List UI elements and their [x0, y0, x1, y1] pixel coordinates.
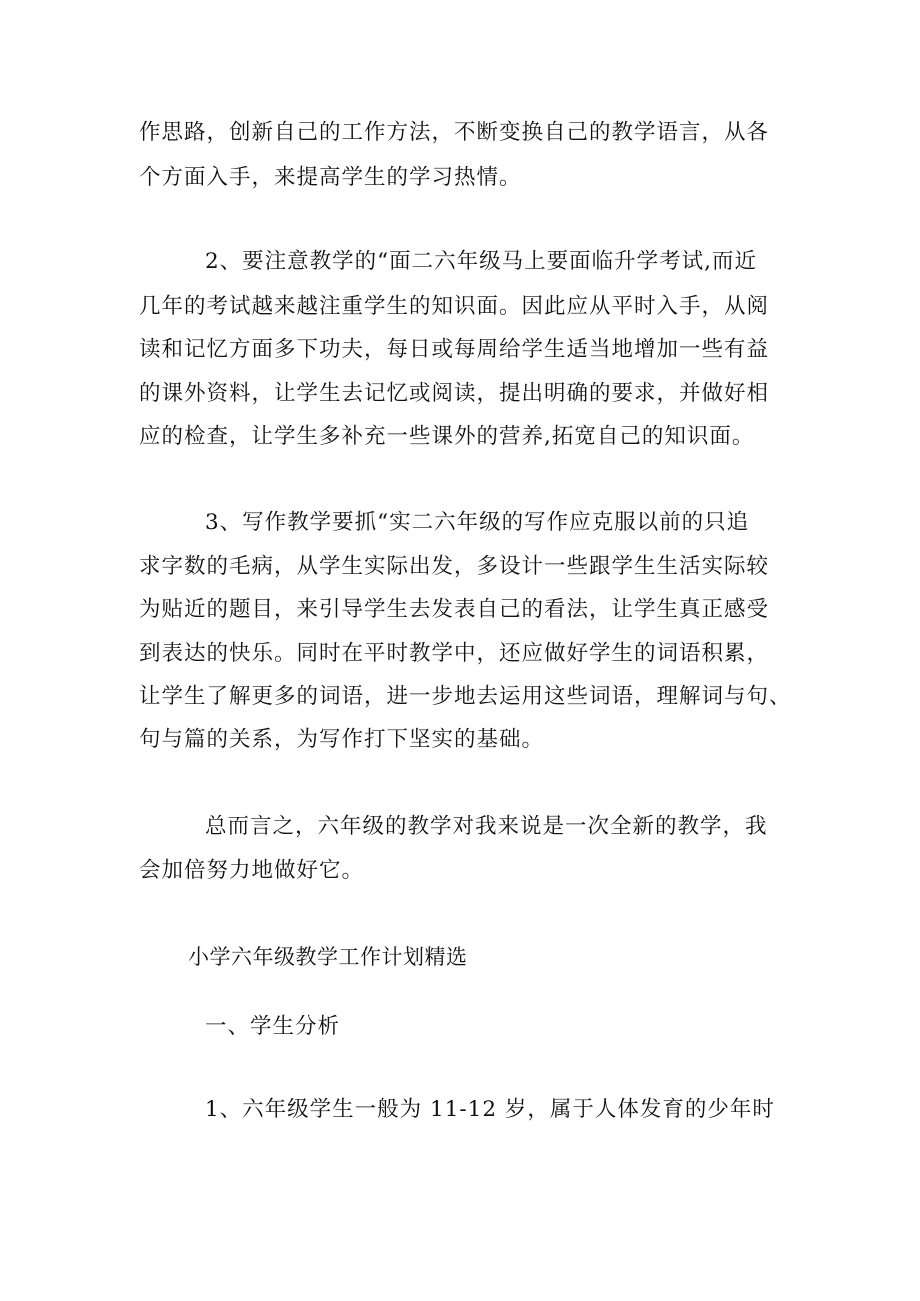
paragraph-line: 求字数的毛病，从学生实际出发，多设计一些跟学生生活实际较 [139, 554, 770, 579]
paragraph-line: 总而言之，六年级的教学对我来说是一次全新的教学，我 [205, 814, 768, 839]
paragraph-line: 的课外资料，让学生去记忆或阅读，提出明确的要求，并做好相 [139, 381, 770, 406]
paragraph-line: 3、写作教学要抓“实二六年级的写作应克服以前的只追 [205, 510, 750, 535]
paragraph-line: 2、要注意教学的“面二六年级马上要面临升学考试,而近 [205, 249, 758, 274]
paragraph-line: 让学生了解更多的词语，进一步地去运用这些词语，理解词与句、 [139, 684, 792, 709]
paragraph-line: 应的检查，让学生多补充一些课外的营养,拓宽自己的知识面。 [139, 424, 755, 449]
document-title: 小学六年级教学工作计划精选 [188, 945, 468, 969]
paragraph-line: 几年的考试越来越注重学生的知识面。因此应从平时入手，从阅 [139, 294, 770, 319]
paragraph-line: 读和记忆方面多下功夫，每日或每周给学生适当地增加一些有益 [139, 337, 770, 362]
paragraph-line: 会加倍努力地做好它。 [139, 858, 365, 883]
paragraph-line: 句与篇的关系，为写作打下坚实的基础。 [139, 727, 545, 752]
paragraph-line: 1、六年级学生一般为 11-12 岁，属于人体发育的少年时 [205, 1097, 775, 1122]
paragraph-line: 个方面入手，来提高学生的学习热情。 [139, 165, 522, 190]
paragraph-line: 为贴近的题目，来引导学生去发表自己的看法，让学生真正感受 [139, 597, 770, 622]
paragraph-line: 到表达的快乐。同时在平时教学中，还应做好学生的词语积累， [139, 641, 770, 666]
section-heading: 一、学生分析 [205, 1014, 341, 1039]
paragraph-line: 作思路，创新自己的工作方法，不断变换自己的教学语言，从各 [139, 120, 770, 145]
